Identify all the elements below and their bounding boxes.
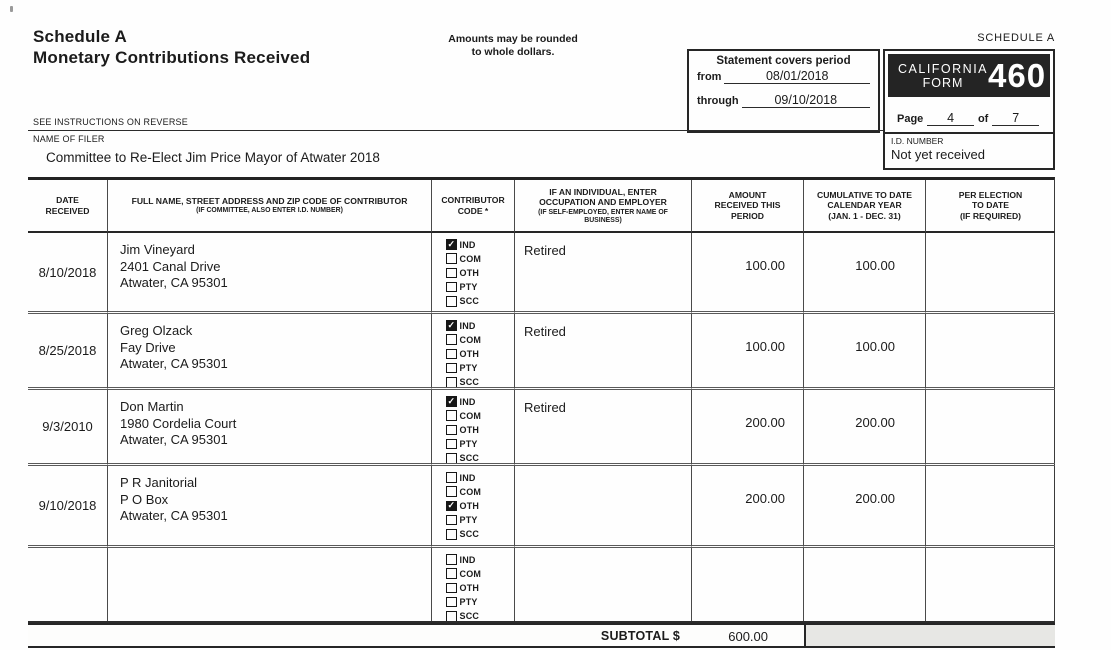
checkbox-label: COM xyxy=(459,334,482,345)
filer-divider-rule xyxy=(28,130,883,131)
empty-checkbox-icon xyxy=(446,363,457,374)
checkbox-com xyxy=(446,334,514,345)
column-header-per_election xyxy=(926,180,1055,233)
form-title xyxy=(33,26,310,68)
contributor-code-cell xyxy=(432,548,515,621)
california-form-460-badge xyxy=(888,54,1050,97)
contributor-address-line1: 1980 Cordelia Court xyxy=(120,415,237,431)
subtotal-label: SUBTOTAL $ xyxy=(600,629,680,643)
contributor-info-cell xyxy=(108,314,432,390)
page-total-field: 7 xyxy=(992,111,1039,126)
empty-checkbox-icon xyxy=(446,583,457,594)
checkbox-ind xyxy=(446,239,514,250)
checkbox-oth xyxy=(446,582,514,593)
column-header-text: RECEIVED THIS xyxy=(714,200,781,211)
amount-received-cell: 200.00 xyxy=(692,390,804,466)
date-received-cell xyxy=(28,548,108,621)
empty-checkbox-icon xyxy=(446,268,457,279)
contributor-info-cell xyxy=(108,548,432,621)
per-election-cell xyxy=(926,233,1055,314)
column-header-occupation xyxy=(515,180,692,233)
checkbox-com xyxy=(446,486,514,497)
checkbox-label: PTY xyxy=(459,439,478,450)
column-header-note: (IF SELF-EMPLOYED, ENTER NAME OF BUSINESS) xyxy=(538,208,668,224)
checked-checkbox-icon xyxy=(446,320,457,331)
badge-form-label: FORM xyxy=(922,75,964,90)
checkbox-label: IND xyxy=(459,239,476,250)
checkbox-label: OTH xyxy=(459,424,480,435)
checkbox-label: SCC xyxy=(459,453,480,464)
checkbox-label: PTY xyxy=(459,597,478,608)
column-header-text: IF AN INDIVIDUAL, ENTER xyxy=(549,186,657,197)
checkbox-label: PTY xyxy=(459,515,478,526)
empty-checkbox-icon xyxy=(446,334,457,345)
contributor-address-line1: Fay Drive xyxy=(120,339,176,355)
column-header-text: CONTRIBUTOR xyxy=(441,195,505,205)
date-received-cell: 8/10/2018 xyxy=(28,233,108,314)
column-header-text: (IF REQUIRED) xyxy=(959,210,1022,221)
rounding-note xyxy=(408,33,618,58)
checkbox-label: SCC xyxy=(459,296,480,307)
empty-checkbox-icon xyxy=(446,529,457,540)
per-election-cell xyxy=(926,390,1055,466)
date-received-cell: 9/3/2010 xyxy=(28,390,108,466)
occupation-employer-cell: Retired xyxy=(515,314,692,390)
contributor-address-line1: P O Box xyxy=(120,491,169,507)
checkbox-pty xyxy=(446,363,514,374)
contributor-address-line1: 2401 Canal Drive xyxy=(120,258,221,274)
per-election-cell xyxy=(926,548,1055,621)
empty-checkbox-icon xyxy=(446,554,457,565)
contributor-name: Greg Olzack xyxy=(120,323,193,338)
column-header-code xyxy=(432,180,515,233)
empty-checkbox-icon xyxy=(446,597,457,608)
checkbox-label: SCC xyxy=(459,377,480,388)
empty-checkbox-icon xyxy=(446,296,457,307)
checkbox-oth xyxy=(446,424,514,435)
checked-checkbox-icon xyxy=(446,501,457,512)
contributor-name: P R Janitorial xyxy=(120,475,198,490)
checkbox-scc xyxy=(446,377,514,388)
contributor-address-line2: Atwater, CA 95301 xyxy=(120,432,228,447)
amount-received-cell: 200.00 xyxy=(692,466,804,548)
badge-california-label: CALIFORNIA xyxy=(898,61,989,76)
empty-checkbox-icon xyxy=(446,611,457,621)
through-date-field: 09/10/2018 xyxy=(742,93,870,108)
empty-checkbox-icon xyxy=(446,377,457,388)
checkbox-label: IND xyxy=(459,396,476,407)
checked-checkbox-icon xyxy=(446,396,457,407)
occupation-employer-cell: Retired xyxy=(515,390,692,466)
page-number-field: 4 xyxy=(927,111,974,126)
contributor-address-line2: Atwater, CA 95301 xyxy=(120,508,228,523)
checkbox-pty xyxy=(446,515,514,526)
contributor-address-line2: Atwater, CA 95301 xyxy=(120,275,228,290)
cumulative-to-date-cell: 200.00 xyxy=(804,466,926,548)
form-title-line1: Schedule A xyxy=(33,27,127,46)
through-label: through xyxy=(697,95,739,107)
column-header-amount xyxy=(692,180,804,233)
occupation-employer-cell xyxy=(515,548,692,621)
checkbox-label: COM xyxy=(459,253,482,264)
checkmark-icon: ✓ xyxy=(447,500,456,511)
empty-checkbox-icon xyxy=(446,349,457,360)
checkbox-label: COM xyxy=(459,486,482,497)
from-label: from xyxy=(697,71,722,83)
checkbox-scc xyxy=(446,296,514,307)
checkbox-pty xyxy=(446,597,514,608)
date-received-cell: 9/10/2018 xyxy=(28,466,108,548)
checkbox-com xyxy=(446,410,514,421)
checkbox-ind xyxy=(446,472,514,483)
checkbox-scc xyxy=(446,453,514,464)
id-number-value: Not yet received xyxy=(891,147,985,162)
column-header-cumulative xyxy=(804,180,926,233)
checkbox-label: COM xyxy=(459,410,482,421)
statement-from-row xyxy=(697,69,870,84)
contributor-address-line2: Atwater, CA 95301 xyxy=(120,356,228,371)
per-election-cell xyxy=(926,314,1055,390)
checkbox-label: OTH xyxy=(459,348,480,359)
from-date-field: 08/01/2018 xyxy=(724,69,870,84)
checkbox-ind xyxy=(446,320,514,331)
form-id-column xyxy=(883,49,1055,170)
checkbox-oth xyxy=(446,500,514,511)
id-number-box xyxy=(885,132,1053,169)
checkbox-label: COM xyxy=(459,568,482,579)
subtotal-shaded-box xyxy=(804,625,1055,646)
checkbox-pty xyxy=(446,439,514,450)
badge-wordmark xyxy=(898,62,988,90)
page-number-row xyxy=(885,100,1053,132)
cumulative-to-date-cell xyxy=(804,548,926,621)
checkbox-label: SCC xyxy=(459,611,480,621)
column-header-text: CUMULATIVE TO DATE xyxy=(816,189,912,200)
checkmark-icon: ✓ xyxy=(447,239,456,249)
name-of-filer-label: NAME OF FILER xyxy=(33,134,105,144)
empty-checkbox-icon xyxy=(446,410,457,421)
checkmark-icon: ✓ xyxy=(447,320,456,330)
column-header-text: (JAN. 1 - DEC. 31) xyxy=(828,210,901,221)
occupation-employer-cell: Retired xyxy=(515,233,692,314)
empty-checkbox-icon xyxy=(446,439,457,450)
subtotal-value: 600.00 xyxy=(728,629,768,644)
checkbox-label: SCC xyxy=(459,529,480,540)
empty-checkbox-icon xyxy=(446,453,457,464)
checkbox-ind xyxy=(446,554,514,565)
column-header-text: FULL NAME, STREET ADDRESS AND ZIP CODE OF CONTRIBUTOR xyxy=(131,195,408,206)
cumulative-to-date-cell: 100.00 xyxy=(804,314,926,390)
empty-checkbox-icon xyxy=(446,253,457,264)
cumulative-to-date-cell: 100.00 xyxy=(804,233,926,314)
empty-checkbox-icon xyxy=(446,486,457,497)
column-header-note: (IF COMMITTEE, ALSO ENTER I.D. NUMBER) xyxy=(196,207,343,215)
contributor-name: Don Martin xyxy=(120,399,184,414)
statement-period-box xyxy=(687,49,880,133)
checkbox-label: IND xyxy=(459,554,476,565)
column-header-name xyxy=(108,180,432,233)
id-number-label: I.D. NUMBER xyxy=(891,136,944,146)
cumulative-to-date-cell: 200.00 xyxy=(804,390,926,466)
contributions-table xyxy=(28,177,1055,623)
amount-received-cell xyxy=(692,548,804,621)
column-header-text: RECEIVED xyxy=(45,205,90,216)
contributor-name: Jim Vineyard xyxy=(120,242,195,257)
checked-checkbox-icon xyxy=(446,239,457,250)
contributor-code-cell xyxy=(432,390,515,466)
column-header-text: DATE xyxy=(56,195,79,205)
contributor-code-cell xyxy=(432,314,515,390)
statement-through-row xyxy=(697,93,870,108)
checkbox-scc xyxy=(446,611,514,621)
checkbox-label: PTY xyxy=(459,282,478,293)
checkbox-com xyxy=(446,253,514,264)
contributor-code-cell xyxy=(432,233,515,314)
checkbox-oth xyxy=(446,267,514,278)
scan-speck-artifact xyxy=(10,6,13,12)
checkbox-label: OTH xyxy=(459,582,480,593)
column-header-text: AMOUNT xyxy=(728,189,767,200)
checkbox-label: OTH xyxy=(459,267,480,278)
empty-checkbox-icon xyxy=(446,282,457,293)
checkbox-label: OTH xyxy=(459,500,480,511)
column-header-text: PERIOD xyxy=(731,210,764,221)
checkbox-label: PTY xyxy=(459,363,478,374)
checkbox-scc xyxy=(446,529,514,540)
form-title-line2: Monetary Contributions Received xyxy=(33,48,311,67)
column-header-text: TO DATE xyxy=(972,200,1009,211)
rounding-note-line2: to whole dollars. xyxy=(471,45,555,58)
see-instructions-note: SEE INSTRUCTIONS ON REVERSE xyxy=(33,117,188,127)
empty-checkbox-icon xyxy=(446,425,457,436)
column-header-text: CODE * xyxy=(457,205,489,216)
page-label: Page xyxy=(897,113,924,125)
statement-period-title: Statement covers period xyxy=(716,55,851,67)
checkbox-pty xyxy=(446,282,514,293)
checkbox-oth xyxy=(446,348,514,359)
contributor-info-cell xyxy=(108,466,432,548)
checkmark-icon: ✓ xyxy=(447,396,456,406)
empty-checkbox-icon xyxy=(446,472,457,483)
page-of-label: of xyxy=(977,113,989,125)
name-of-filer-value: Committee to Re-Elect Jim Price Mayor of Atwater 2018 xyxy=(46,150,380,165)
checkbox-ind xyxy=(446,396,514,407)
checkbox-label: IND xyxy=(459,320,476,331)
empty-checkbox-icon xyxy=(446,515,457,526)
contributor-info-cell xyxy=(108,390,432,466)
amount-received-cell: 100.00 xyxy=(692,314,804,390)
column-header-text: PER ELECTION xyxy=(958,189,1023,200)
contributor-code-cell xyxy=(432,466,515,548)
column-header-text: CALENDAR YEAR xyxy=(827,200,902,211)
date-received-cell: 8/25/2018 xyxy=(28,314,108,390)
checkbox-label: IND xyxy=(459,472,476,483)
rounding-note-line1: Amounts may be rounded xyxy=(448,33,578,45)
per-election-cell xyxy=(926,466,1055,548)
subtotal-row xyxy=(28,623,1055,648)
contributor-info-cell xyxy=(108,233,432,314)
empty-checkbox-icon xyxy=(446,568,457,579)
checkbox-com xyxy=(446,568,514,579)
occupation-employer-cell xyxy=(515,466,692,548)
amount-received-cell: 100.00 xyxy=(692,233,804,314)
badge-form-number: 460 xyxy=(988,56,1047,94)
column-header-date xyxy=(28,180,108,233)
schedule-letter-label: SCHEDULE A xyxy=(977,32,1055,44)
column-header-text: OCCUPATION AND EMPLOYER xyxy=(539,197,667,207)
